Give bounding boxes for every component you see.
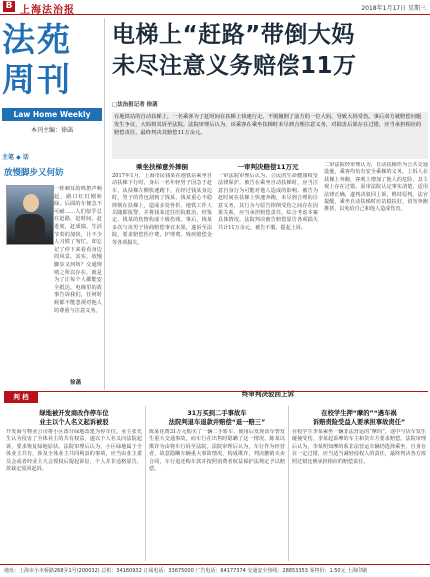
- section-title: 法苑周刊: [2, 20, 72, 99]
- bottom-article-1: [6, 408, 142, 569]
- column-1-body: 2017年1月，上海市民钱某在地铁站乘坐自动扶梯下行时，身后一名年轻男子因急于赶车，从扶梯左侧快速跑下。在经过钱某身边时，男子的背包刮到了钱某，钱某重心不稳摔倒在扶梯上，造成多处骨折。地铁工作人员随即报警，并将钱某送往医院救治。经鉴定，钱某的伤情构成十级伤残。事后，钱某多次与该男子协商赔偿事宜未果，遂诉至法院，要求赔偿医疗费、护理费、残疾赔偿金等各项损失。: [112, 173, 212, 246]
- column-2-subhead: 一审判决赔偿11万元: [237, 163, 299, 171]
- date-line: 2018年1月17日 星期三: [361, 5, 426, 12]
- bottom-article-2-body: 陈某花费31万元购买了一辆二手轿车，使用后发现该车曾发生重大交通事故，而车行在出售时隐瞒了这一情况。陈某以欺诈为由将车行诉至法院。法院审理后认为，车行作为经营者，故意隐瞒车辆重大事故情况，构成欺诈，判决撤销买卖合同，车行退还购车款并按照消费者权益保护法规定予以赔偿。: [149, 429, 285, 473]
- main-column-1: [112, 162, 212, 391]
- host-label: 主笔 ◆ 话: [2, 154, 29, 161]
- section-banner: [4, 391, 428, 404]
- bottom-divider-1: [145, 406, 146, 561]
- lead-paragraph: 在地铁站的自动扶梯上，一名乘客为了赶时间在扶梯上快速行走，不慎撞倒了前方的一位大妈，导致大妈受伤。事后双方就赔偿问题发生争议，大妈将其诉至法院。法院审理后认为，该乘客在乘坐扶梯时未尽到合理注意义务，对损害后果存在过错，应当承担相应的赔偿责任，最终判决其赔偿11万余元。: [112, 112, 428, 159]
- bottom-article-2: [149, 408, 285, 569]
- column-2-body: 一审法院审理后认为，公民的生命健康权受法律保护。被告在乘坐自动扶梯时，应当注意自身行为可能对他人造成的影响。被告为赶时间在扶梯上快速奔跑，未尽到合理的注意义务，其行为与原告摔倒受伤之间存在因果关系，应当承担赔偿责任。综合考虑本案具体情况，法院判决被告赔偿原告各项损失共计11万余元。被告不服，提起上诉。: [218, 173, 318, 231]
- bottom-divider-2: [288, 406, 289, 561]
- headline-line-2: 未尽注意义务赔偿11万: [112, 53, 357, 79]
- bottom-article-3-title: 在校学生押“摩的”“遇车祸 诉赔责险受益人要承担事故责任”: [312, 410, 406, 426]
- editor-line: 本刊主编：徐菡: [30, 127, 73, 134]
- column-1-subhead: 乘坐扶梯意外摔倒: [136, 163, 188, 171]
- left-column-author: 徐菡: [70, 380, 82, 386]
- left-column-body-text: 一阵刺耳的鸣笛声响起，路口红灯刚转绿，后面的车便急不可耐……人们似乎总在赶路，赶时间，赶进度，赶成绩。生活节奏的加快，让不少人习惯了匆忙，却忘记了停下来看看身边的风景。其实，放慢脚步又何妨？交通规则之所以存在，就是为了让每个人都能安全抵达。电梯里的故事告诉我们，任何时候都不能忽视对他人的尊重与注意义务。: [54, 186, 102, 314]
- mid-subhead: 终审判决驳回上诉: [242, 390, 294, 398]
- bottom-article-1-title: 绿地被开发商改作停车位 业主以个人名义起诉被驳: [39, 410, 109, 426]
- bottom-article-1-body: 开发商与物业公司将小区部分绿地改建为停车位，业主张先生认为侵害了全体业主的共有权益，遂以个人名义向法院起诉，要求恢复绿地原状。法院审理后认为，小区绿地属于全体业主共有，涉及全体业主共同利益的事项，应当由业主委员会或者经业主大会授权后提起诉讼，个人并非适格原告，故裁定驳回起诉。: [6, 429, 142, 473]
- bottom-article-2-title: 31万买到二手事故车 法院判退车退款并赔偿“退一赔三”: [168, 410, 266, 426]
- main-headline: [112, 20, 428, 82]
- main-column-3: [324, 162, 428, 380]
- column-3-body: 二审法院经审理认为，自动扶梯作为公共交通设施，乘客均负有安全乘梯的义务。上诉人在扶梯上奔跑，客观上增加了他人的危险，其主观上存在过错。原审法院认定事实清楚，适用法律正确，遂判决驳回上诉，维持原判。法官提醒，乘坐自动扶梯时应站稳扶好，切勿奔跑推挤，以免给自己和他人造成伤害。: [324, 162, 428, 213]
- bottom-article-3: [292, 408, 426, 569]
- bottom-article-3-body: 在校学生李某乘坐一辆非法营运的“摩的”，途中与货车发生碰撞受伤。李某起诉摩的车主和货车方要求赔偿。法院审理后认为，李某明知摩的系非法营运车辆仍选择乘坐，自身存在一定过错，应当适当减轻侵权人的责任，最终判决各方按照过错比例承担相应的赔偿责任。: [292, 429, 426, 465]
- masthead-logo-letter: B: [3, 1, 15, 12]
- left-column-title: 放慢脚步又何妨: [4, 168, 64, 178]
- footer-info: 地址：上海市小木桥路268弄1号(200032) 总机：34160932 订阅电话：33675000 广告电话：64177374 交通安全热线：28853353 零售价：1.50元 上海印刷: [0, 564, 430, 576]
- left-column-body: [4, 186, 102, 315]
- headline-line-1: 电梯上“赶路”带倒大妈: [112, 22, 355, 48]
- main-column-2: [218, 162, 318, 398]
- column-divider: [104, 18, 105, 390]
- byline: □法治报记者 徐菡: [112, 102, 158, 108]
- paper-name: 上海法治报: [20, 5, 75, 16]
- banner-tag: 判 档: [4, 392, 38, 403]
- english-title: Law Home Weekly: [2, 108, 102, 121]
